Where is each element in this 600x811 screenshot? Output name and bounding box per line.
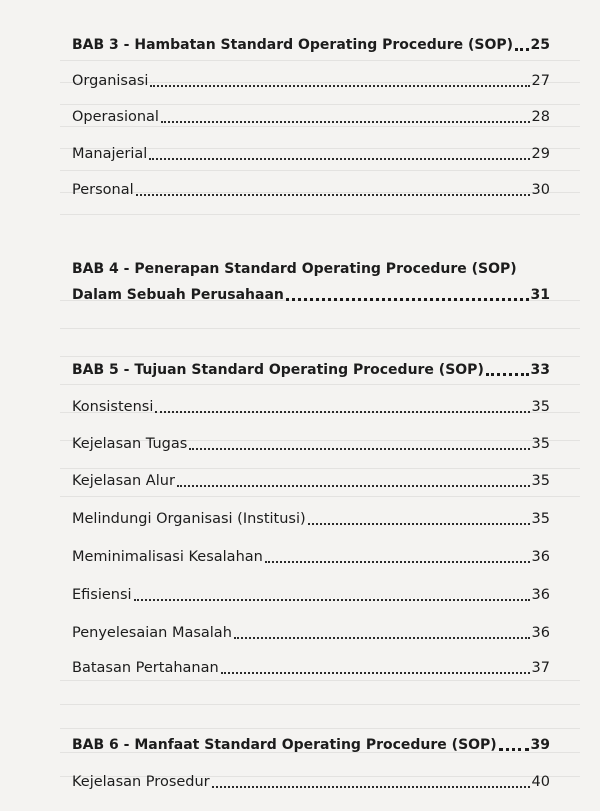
- chapter-title-continued: Dalam Sebuah Perusahaan: [72, 287, 284, 303]
- page-number: 30: [531, 182, 550, 198]
- entry-title: Meminimalisasi Kesalahan: [72, 549, 263, 565]
- entry-title: Operasional: [72, 109, 159, 125]
- toc-chapter-heading[interactable]: [72, 358, 550, 382]
- toc-chapter-heading[interactable]: [72, 33, 550, 57]
- page-number: 35: [531, 473, 550, 489]
- entry-title: Organisasi: [72, 73, 149, 89]
- dot-leader: [161, 121, 530, 123]
- toc-entry[interactable]: [72, 545, 550, 569]
- page-number: 36: [531, 625, 550, 641]
- toc-entry[interactable]: [72, 395, 550, 419]
- toc-entry[interactable]: [72, 105, 550, 129]
- toc-entry[interactable]: [72, 142, 550, 166]
- toc-entry[interactable]: [72, 583, 550, 607]
- toc-chapter-heading-continued[interactable]: [72, 283, 550, 307]
- toc-entry[interactable]: [72, 69, 550, 93]
- chapter-title: BAB 6 - Manfaat Standard Operating Procedure (SOP): [72, 737, 497, 753]
- page-number: 29: [531, 146, 550, 162]
- entry-title: Manajerial: [72, 146, 148, 162]
- dot-leader: [155, 411, 529, 413]
- chapter-title: BAB 3 - Hambatan Standard Operating Procedure (SOP): [72, 37, 514, 53]
- dot-leader: [515, 48, 529, 51]
- toc-entry[interactable]: [72, 469, 550, 493]
- dot-leader: [150, 85, 529, 87]
- chapter-title: BAB 4 - Penerapan Standard Operating Procedure (SOP): [72, 261, 517, 277]
- toc-chapter-heading[interactable]: [72, 733, 550, 757]
- toc-chapter-heading[interactable]: [72, 257, 550, 281]
- dot-leader: [177, 485, 530, 487]
- entry-title: Penyelesaian Masalah: [72, 625, 232, 641]
- page-number: 27: [531, 73, 550, 89]
- page-number: 35: [531, 399, 550, 415]
- chapter-title: BAB 5 - Tujuan Standard Operating Procedure (SOP): [72, 362, 484, 378]
- page-number: 39: [530, 737, 550, 753]
- dot-leader: [134, 599, 530, 601]
- toc-entry[interactable]: [72, 656, 550, 680]
- page-number: 28: [531, 109, 550, 125]
- toc-entry[interactable]: [72, 507, 550, 531]
- entry-title: Melindungi Organisasi (Institusi): [72, 511, 306, 527]
- dot-leader: [486, 373, 529, 376]
- dot-leader: [286, 298, 529, 301]
- entry-title: Efisiensi: [72, 587, 132, 603]
- dot-leader: [265, 561, 530, 563]
- page-number: 40: [531, 774, 550, 790]
- toc-entry[interactable]: [72, 178, 550, 202]
- page-number: 37: [531, 660, 550, 676]
- entry-title: Konsistensi: [72, 399, 154, 415]
- page-number: 36: [531, 587, 550, 603]
- entry-title: Personal: [72, 182, 134, 198]
- entry-title: Kejelasan Alur: [72, 473, 175, 489]
- page-number: 31: [530, 287, 550, 303]
- toc-entry[interactable]: [72, 432, 550, 456]
- dot-leader: [136, 194, 530, 196]
- entry-title: Batasan Pertahanan: [72, 660, 219, 676]
- entry-title: Kejelasan Tugas: [72, 436, 188, 452]
- dot-leader: [149, 158, 529, 160]
- dot-leader: [308, 523, 530, 525]
- page-number: 33: [530, 362, 550, 378]
- page-number: 36: [531, 549, 550, 565]
- dot-leader: [499, 748, 529, 751]
- toc-entry[interactable]: [72, 770, 550, 794]
- page-number: 35: [531, 511, 550, 527]
- dot-leader: [234, 637, 530, 639]
- page-number: 35: [531, 436, 550, 452]
- dot-leader: [212, 786, 530, 788]
- page-number: 25: [530, 37, 550, 53]
- dot-leader: [189, 448, 529, 450]
- dot-leader: [221, 672, 530, 674]
- entry-title: Kejelasan Prosedur: [72, 774, 210, 790]
- toc-entry[interactable]: [72, 621, 550, 645]
